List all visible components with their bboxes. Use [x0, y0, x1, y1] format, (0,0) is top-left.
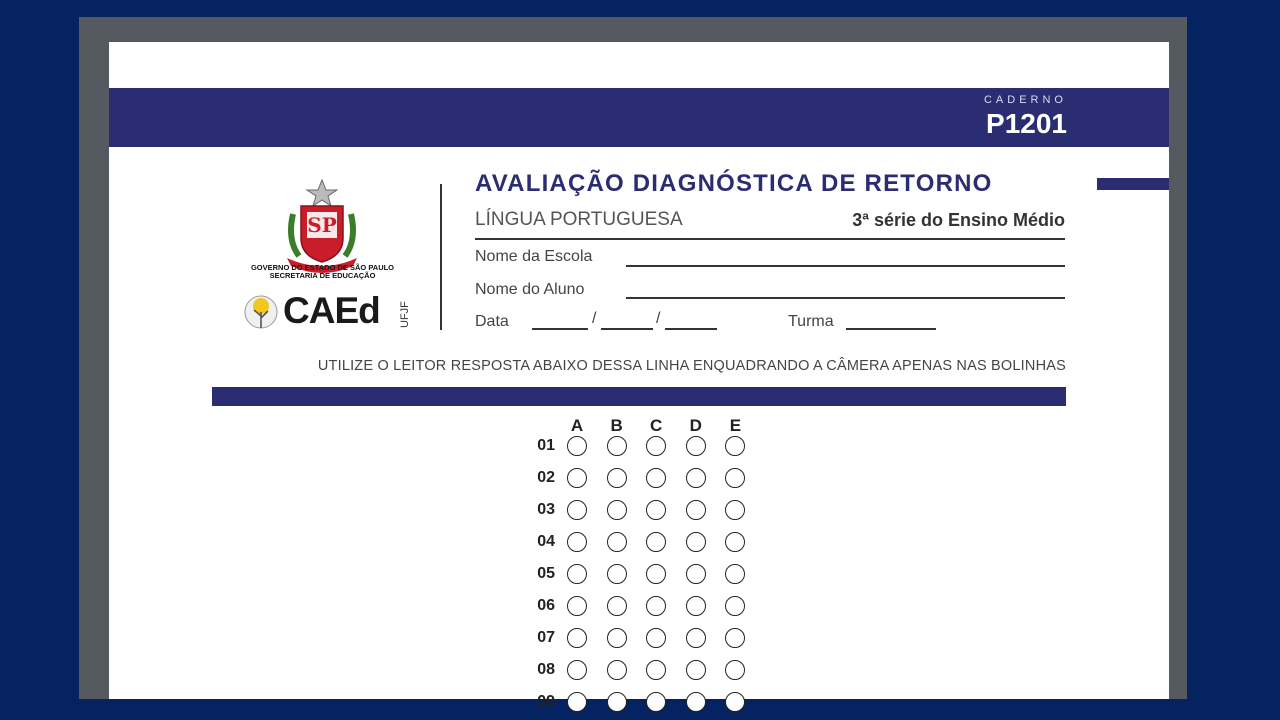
date-separator-1: /	[592, 310, 597, 327]
date-year-field[interactable]	[665, 328, 717, 330]
question-number: 05	[537, 565, 555, 582]
answer-bubble-04-d[interactable]	[686, 532, 706, 552]
answer-bubble-06-e[interactable]	[725, 596, 745, 616]
caed-logo-text: CAEd	[283, 290, 380, 331]
answer-bubble-04-b[interactable]	[607, 532, 627, 552]
answer-bubble-04-a[interactable]	[567, 532, 587, 552]
school-name-field[interactable]	[626, 265, 1065, 267]
header-divider	[440, 184, 442, 330]
answer-bubble-03-e[interactable]	[725, 500, 745, 520]
grade-label: 3ª série do Ensino Médio	[852, 210, 1065, 230]
answer-bubble-09-e[interactable]	[725, 692, 745, 712]
answer-bubble-05-a[interactable]	[567, 564, 587, 584]
answer-bubble-06-d[interactable]	[686, 596, 706, 616]
answer-bubble-05-e[interactable]	[725, 564, 745, 584]
option-header-c: C	[650, 416, 663, 435]
answer-bubble-09-b[interactable]	[607, 692, 627, 712]
question-number: 03	[537, 501, 555, 518]
answer-bubble-03-a[interactable]	[567, 500, 587, 520]
answer-bubble-03-d[interactable]	[686, 500, 706, 520]
answer-bubble-08-e[interactable]	[725, 660, 745, 680]
school-name-label: Nome da Escola	[475, 248, 593, 265]
answer-bubble-06-b[interactable]	[607, 596, 627, 616]
answer-bubble-01-b[interactable]	[607, 436, 627, 456]
subject-label: LÍNGUA PORTUGUESA	[475, 209, 683, 230]
option-header-b: B	[610, 416, 623, 435]
answer-bubble-07-e[interactable]	[725, 628, 745, 648]
answer-bubble-08-d[interactable]	[686, 660, 706, 680]
answer-bubble-05-b[interactable]	[607, 564, 627, 584]
class-field[interactable]	[846, 328, 936, 330]
answer-bubble-02-c[interactable]	[646, 468, 666, 488]
page-title: AVALIAÇÃO DIAGNÓSTICA DE RETORNO	[475, 170, 993, 197]
answer-bubble-08-c[interactable]	[646, 660, 666, 680]
question-number: 02	[537, 469, 555, 486]
answer-bubble-08-b[interactable]	[607, 660, 627, 680]
caderno-label: CADERNO	[983, 94, 1067, 106]
scanner-instruction: UTILIZE O LEITOR RESPOSTA ABAIXO DESSA LINHA ENQUADRANDO A CÂMERA APENAS NAS BOLINHAS	[317, 358, 1066, 374]
answer-bubble-05-d[interactable]	[686, 564, 706, 584]
answer-bubble-06-c[interactable]	[646, 596, 666, 616]
answer-bubble-02-e[interactable]	[725, 468, 745, 488]
caderno-code: P1201	[986, 108, 1067, 139]
option-header-d: D	[689, 416, 702, 435]
question-number: 04	[537, 533, 555, 550]
answer-bubble-05-c[interactable]	[646, 564, 666, 584]
answer-bubble-04-c[interactable]	[646, 532, 666, 552]
scanner-guide-bar	[212, 387, 1066, 406]
gov-line-1: GOVERNO DO ESTADO DE SÃO PAULO	[250, 263, 395, 272]
date-month-field[interactable]	[601, 328, 653, 330]
answer-bubble-02-d[interactable]	[686, 468, 706, 488]
option-header-a: A	[570, 416, 584, 435]
ufjf-logo-text: UFJF	[399, 301, 411, 328]
answer-bubble-07-c[interactable]	[646, 628, 666, 648]
answer-bubble-09-d[interactable]	[686, 692, 706, 712]
question-number: 06	[537, 597, 555, 614]
class-label: Turma	[788, 313, 834, 330]
answer-bubble-09-c[interactable]	[646, 692, 666, 712]
answer-bubble-07-b[interactable]	[607, 628, 627, 648]
date-separator-2: /	[656, 310, 661, 327]
answer-bubble-03-c[interactable]	[646, 500, 666, 520]
answer-bubble-09-a[interactable]	[567, 692, 587, 712]
student-name-field[interactable]	[626, 297, 1065, 299]
title-rule	[475, 238, 1065, 240]
question-number: 09	[537, 693, 555, 710]
question-number: 01	[537, 437, 555, 454]
answer-bubble-07-d[interactable]	[686, 628, 706, 648]
answer-bubble-01-d[interactable]	[686, 436, 706, 456]
answer-bubble-01-a[interactable]	[567, 436, 587, 456]
answer-bubble-02-a[interactable]	[567, 468, 587, 488]
answer-bubble-07-a[interactable]	[567, 628, 587, 648]
side-accent-bar	[1097, 178, 1169, 190]
question-number: 07	[537, 629, 555, 646]
answer-bubble-04-e[interactable]	[725, 532, 745, 552]
answer-bubble-02-b[interactable]	[607, 468, 627, 488]
answer-bubble-03-b[interactable]	[607, 500, 627, 520]
answer-bubble-01-e[interactable]	[725, 436, 745, 456]
seal-text: SP	[307, 213, 337, 237]
option-header-e: E	[729, 416, 742, 435]
question-number: 08	[537, 661, 555, 678]
date-day-field[interactable]	[532, 328, 588, 330]
date-label: Data	[475, 313, 509, 330]
answer-bubble-01-c[interactable]	[646, 436, 666, 456]
answer-bubble-06-a[interactable]	[567, 596, 587, 616]
student-name-label: Nome do Aluno	[475, 281, 585, 298]
gov-line-2: SECRETARIA DE EDUCAÇÃO	[269, 271, 376, 280]
answer-sheet-page	[109, 42, 1169, 710]
government-caption	[235, 264, 410, 280]
answer-bubble-08-a[interactable]	[567, 660, 587, 680]
